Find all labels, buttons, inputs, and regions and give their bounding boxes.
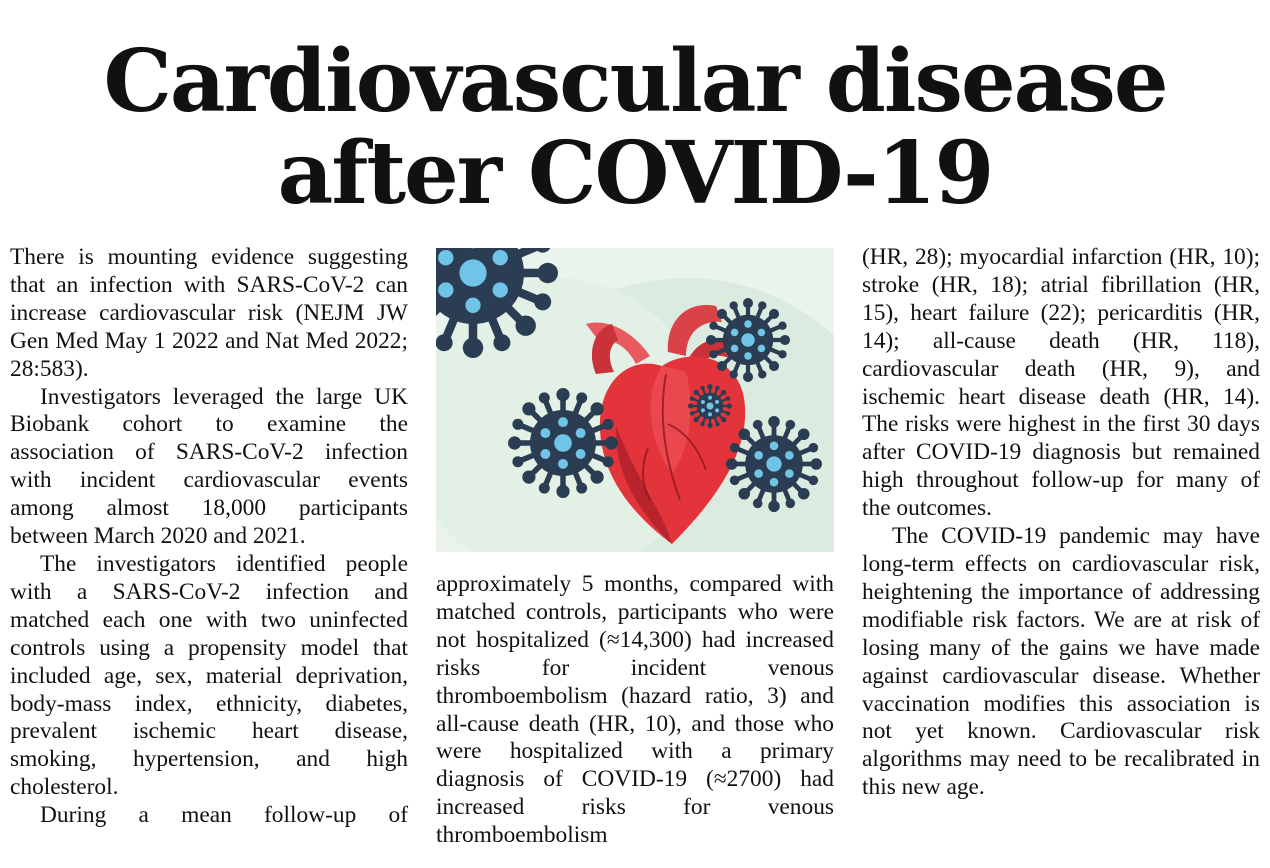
paragraph: (HR, 28); myocardial infarction (HR, 10); stroke (HR, 18); atrial fibrillation (HR, 15), heart failure (22); pericarditis (HR, 14); all-cause death (HR, 118), cardiovascular death (HR, 9), and ischemic heart disease death (HR, 14). The risks were highest in the first 30 days after COVID-19 diagnosis but remained high throughout follow-up for many of the outcomes.: [862, 244, 1260, 522]
paragraph: During a mean follow-up of: [40, 802, 408, 829]
headline-line-2: after COVID-19: [277, 123, 993, 224]
heart-virus-illustration: [436, 248, 834, 552]
paragraph: approximately 5 months, compared with matched controls, participants who were not hospitalized (≈14,300) had increased risks for incident venous thromboembolism (hazard ratio, 3) and all-cause death (HR, 10), and those who were hospitalized with a primary diagnosis of COVID-19 (≈2700) had increased risks for venous thromboembolism: [436, 571, 834, 849]
paragraph: The investigators identified people with a SARS-CoV-2 infection and matched each one with two uninfected controls using a propensity model that included age, sex, material deprivation, body-mass index, ethnicity, diabetes, prevalent ischemic heart disease, smoking, hypertension, and high cholesterol.: [10, 550, 408, 801]
article-column-2: [436, 571, 834, 850]
article-column-3: [862, 244, 1260, 802]
paragraph: The COVID-19 pandemic may have long-term effects on cardiovascular risk, heightening the importance of addressing modifiable risk factors. We are at risk of losing many of the gains we have made against cardiovascular disease. Whether vaccination modifies this association is not yet known. Cardiovascular risk algorithms may need to be recalibrated in this new age.: [862, 523, 1260, 801]
heart-virus-icon: [436, 248, 834, 552]
paragraph: There is mounting evidence suggesting that an infection with SARS-CoV-2 can increase cardiovascular risk (NEJM JW Gen Med May 1 2022 and Nat Med 2022; 28:583).: [10, 244, 408, 382]
paragraph: Investigators leveraged the large UK Biobank cohort to examine the association of SARS-CoV-2 infection with incident cardiovascular events among almost 18,000 participants between March 2020 and 2021.: [10, 383, 408, 550]
headline: [0, 31, 1270, 224]
article-column-1: [10, 244, 408, 830]
headline-line-1: Cardiovascular disease: [103, 31, 1167, 132]
